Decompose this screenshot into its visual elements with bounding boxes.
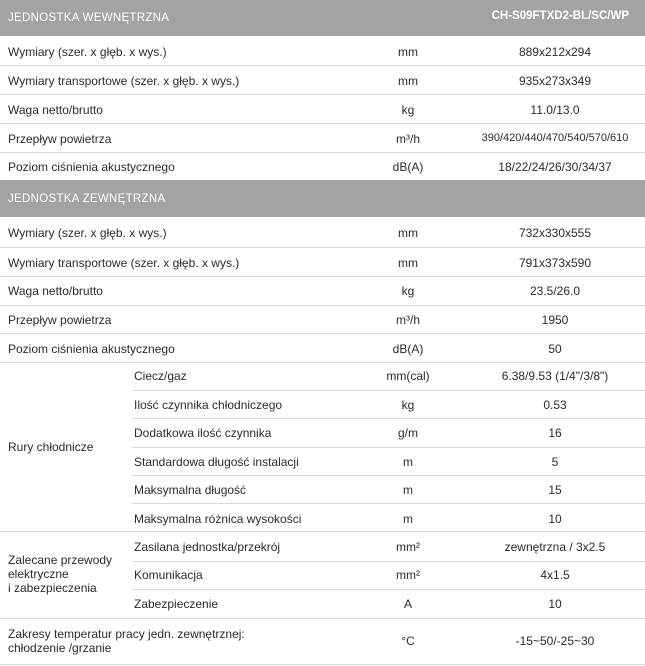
param-value: 11.0/13.0 bbox=[530, 103, 580, 117]
table-row bbox=[0, 66, 645, 95]
param-unit: m bbox=[403, 455, 413, 469]
pipes-group-label: Rury chłodnicze bbox=[8, 440, 94, 454]
param-unit: m bbox=[403, 512, 413, 526]
param-unit: mm bbox=[398, 45, 418, 59]
param-unit: mm bbox=[398, 256, 418, 270]
row-divider bbox=[132, 589, 645, 590]
wiring-group-label-line1: Zalecane przewody bbox=[8, 553, 113, 567]
param-unit: mm bbox=[398, 226, 418, 240]
param-value: zewnętrzna / 3x2.5 bbox=[504, 540, 606, 554]
param-label: Ciecz/gaz bbox=[134, 369, 187, 383]
outdoor-section-header bbox=[0, 180, 645, 217]
param-label: Poziom ciśnienia akustycznego bbox=[8, 342, 175, 356]
indoor-section-header bbox=[0, 0, 645, 36]
param-value: 50 bbox=[548, 342, 562, 356]
table-row bbox=[0, 334, 645, 363]
param-value: 1950 bbox=[541, 313, 569, 327]
param-value: 15 bbox=[548, 483, 562, 497]
param-unit: °C bbox=[401, 634, 415, 648]
table-row bbox=[0, 218, 645, 248]
param-unit: dB(A) bbox=[392, 160, 424, 174]
indoor-section-title: JEDNOSTKA WEWNĘTRZNA bbox=[8, 12, 170, 24]
param-unit: dB(A) bbox=[392, 342, 424, 356]
param-value: 23.5/26.0 bbox=[529, 284, 581, 298]
table-row bbox=[0, 277, 645, 306]
param-unit: mm² bbox=[396, 540, 420, 554]
row-divider bbox=[132, 418, 645, 419]
param-label: Zasilana jednostka/przekrój bbox=[134, 540, 281, 554]
param-unit: m³/h bbox=[396, 313, 420, 327]
param-value: 5 bbox=[551, 455, 559, 469]
param-unit: kg bbox=[401, 398, 415, 412]
row-divider bbox=[132, 561, 645, 562]
wiring-group bbox=[0, 532, 132, 619]
table-row bbox=[0, 37, 645, 66]
param-value: 0.53 bbox=[543, 398, 567, 412]
model-number: CH-S09FTXD2-BL/SC/WP bbox=[491, 10, 629, 22]
param-value: 18/22/24/26/30/34/37 bbox=[498, 160, 612, 174]
temperature-label-line2: chłodzenie /grzanie bbox=[8, 641, 112, 655]
param-unit: kg bbox=[401, 103, 415, 117]
row-divider bbox=[132, 447, 645, 448]
param-value: 791x373x590 bbox=[518, 256, 592, 270]
table-row bbox=[0, 306, 645, 334]
table-row bbox=[0, 124, 645, 153]
wiring-group-label-line3: i zabezpieczenia bbox=[8, 581, 97, 595]
wiring-group-label-line2: elektryczne bbox=[8, 567, 69, 581]
param-label: Maksymalna długość bbox=[134, 483, 247, 497]
param-unit: m³/h bbox=[396, 132, 420, 146]
param-label: Ilość czynnika chłodniczego bbox=[134, 398, 283, 412]
table-row bbox=[0, 95, 645, 124]
param-unit: mm(cal) bbox=[386, 369, 430, 383]
param-unit: mm² bbox=[396, 568, 420, 582]
param-label: Wymiary transportowe (szer. x głęb. x wys.) bbox=[8, 256, 240, 270]
param-value: -15~50/-25~30 bbox=[515, 634, 595, 648]
row-divider bbox=[132, 390, 645, 391]
param-label: Zabezpieczenie bbox=[134, 597, 219, 611]
param-label: Wymiary (szer. x głęb. x wys.) bbox=[8, 226, 167, 240]
param-value: 4x1.5 bbox=[540, 568, 570, 582]
param-unit: g/m bbox=[397, 426, 418, 440]
param-value: 10 bbox=[548, 597, 562, 611]
row-divider bbox=[132, 475, 645, 476]
param-label: Komunikacja bbox=[134, 568, 203, 582]
param-value: 935x273x349 bbox=[518, 74, 592, 88]
outdoor-section-title: JEDNOSTKA ZEWNĘTRZNA bbox=[8, 193, 166, 205]
param-label: Przepływ powietrza bbox=[8, 132, 112, 146]
param-value: 10 bbox=[548, 512, 562, 526]
param-value: 889x212x294 bbox=[518, 45, 592, 59]
pipes-group bbox=[0, 363, 132, 531]
param-unit: mm bbox=[398, 74, 418, 88]
param-value: 732x330x555 bbox=[518, 226, 592, 240]
group-divider bbox=[0, 618, 645, 619]
param-label: Standardowa długość instalacji bbox=[134, 455, 299, 469]
param-label: Poziom ciśnienia akustycznego bbox=[8, 160, 175, 174]
row-divider bbox=[132, 503, 645, 504]
table-row bbox=[0, 248, 645, 277]
param-unit: A bbox=[403, 597, 412, 611]
param-unit: m bbox=[403, 483, 413, 497]
table-row bbox=[0, 153, 645, 180]
param-label: Wymiary transportowe (szer. x głęb. x wys.) bbox=[8, 74, 240, 88]
param-unit: kg bbox=[401, 284, 415, 298]
param-label: Dodatkowa ilość czynnika bbox=[134, 426, 272, 440]
param-label: Przepływ powietrza bbox=[8, 313, 112, 327]
param-value: 6.38/9.53 (1/4"/3/8") bbox=[501, 369, 609, 383]
bottom-divider bbox=[0, 664, 645, 665]
param-label: Waga netto/brutto bbox=[8, 103, 103, 117]
param-value: 390/420/440/470/540/570/610 bbox=[481, 132, 629, 144]
param-label: Maksymalna różnica wysokości bbox=[134, 512, 302, 526]
param-label: Wymiary (szer. x głęb. x wys.) bbox=[8, 45, 167, 59]
param-label: Waga netto/brutto bbox=[8, 284, 103, 298]
temperature-label-line1: Zakresy temperatur pracy jedn. zewnętrznej: bbox=[8, 627, 245, 641]
param-value: 16 bbox=[548, 426, 562, 440]
